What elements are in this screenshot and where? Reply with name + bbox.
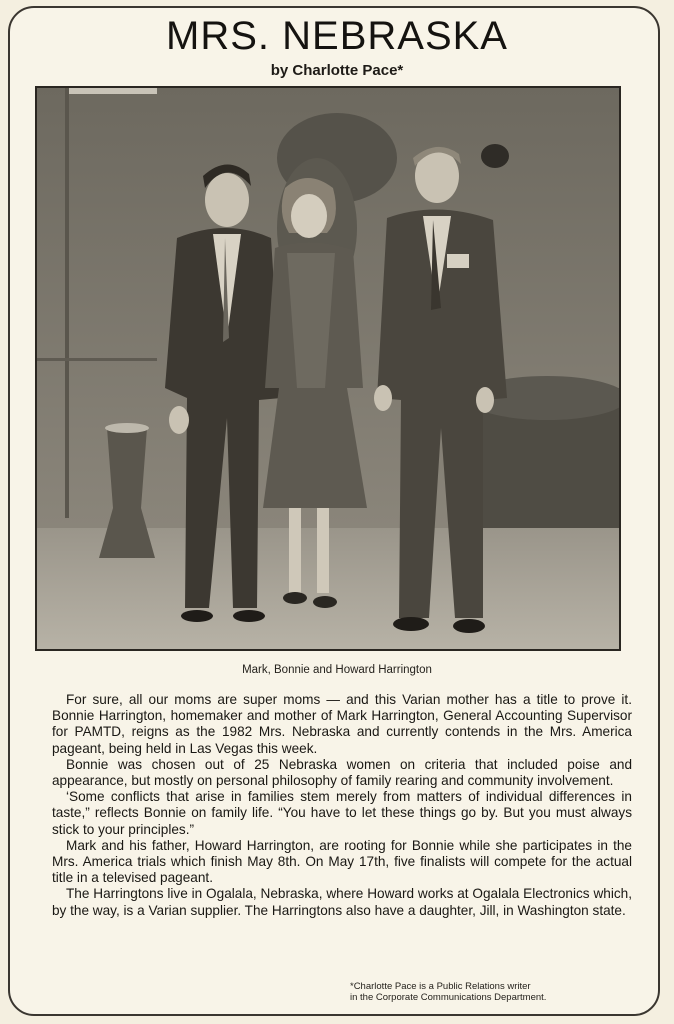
article-paragraph: The Harringtons live in Ogalala, Nebraska, where Howard works at Ogalala Electronics which, by the way, is a Varian supplier. The Harringtons also have a daughter, Jill, in Washington state. [52, 886, 632, 918]
article-paragraph: Mark and his father, Howard Harrington, are rooting for Bonnie while she participates in the Mrs. America trials which finish May 8th. On May 17th, five finalists will compete for the actual title in a televised pageant. [52, 837, 632, 886]
page-title: MRS. NEBRASKA [166, 14, 508, 58]
article-body [52, 692, 632, 919]
article-paragraph: For sure, all our moms are super moms — and this Varian mother has a title to prove it. Bonnie Harrington, homemaker and mother of Mark Harrington, General Accounting Supervisor for PAMTD, reigns as the 1982 Mrs. Nebraska and currently contends in the Mrs. America pageant, being held in Las Vegas this week. [52, 692, 632, 756]
family-photo [35, 86, 621, 651]
byline: by Charlotte Pace* [270, 62, 404, 79]
photo-caption: Mark, Bonnie and Howard Harrington [242, 664, 432, 676]
author-footnote [350, 981, 650, 1003]
article-paragraph: Bonnie was chosen out of 25 Nebraska women on criteria that included poise and appearance, but mostly on personal philosophy of family rearing and community involvement. [52, 756, 632, 789]
footnote-line: in the Corporate Communications Department. [350, 992, 547, 1003]
article-paragraph: ‘Some conflicts that arise in families stem merely from matters of individual differences in taste,” reflects Bonnie on family life. “You have to let these things go by. But you must always stick to your principles.” [52, 789, 632, 837]
footnote-line: *Charlotte Pace is a Public Relations writer [350, 981, 531, 992]
